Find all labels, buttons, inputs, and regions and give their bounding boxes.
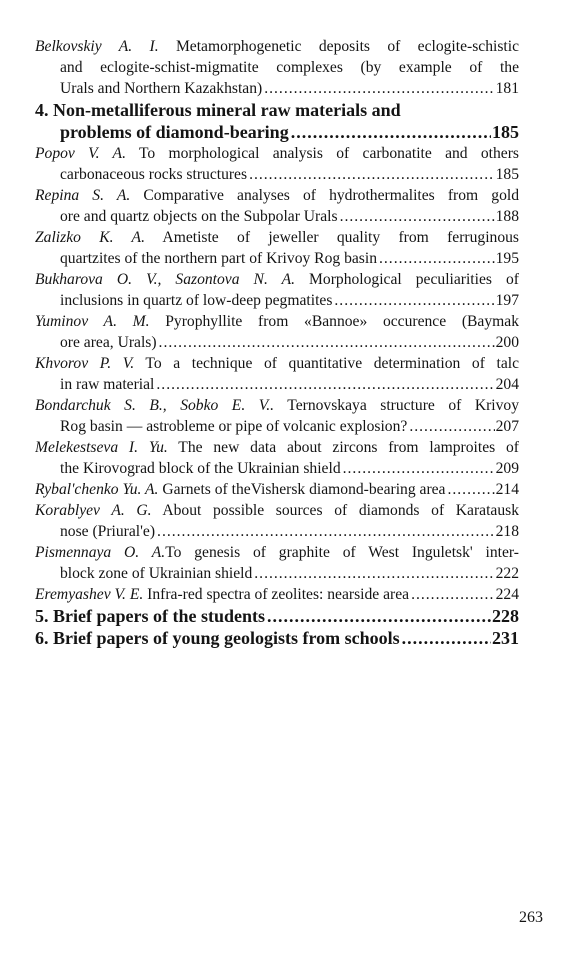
toc-section-heading xyxy=(35,627,519,649)
toc-entry-page: 181 xyxy=(495,80,519,97)
toc-entry-title: To a technique of quantitative determination of talc xyxy=(134,355,519,372)
toc-entry-author: Bukharova O. V., Sazontova N. A. xyxy=(35,271,296,288)
toc-entry-title-end: nose (Priural'e) xyxy=(60,523,156,540)
toc-entry-page: 209 xyxy=(495,460,519,477)
toc-entry-title: Pyrophyllite from «Bannoe» occurence (Baymak xyxy=(149,313,519,330)
toc-entry-last-line xyxy=(35,206,519,227)
toc-entry-title-end: the Kirovograd block of the Ukrainian shield xyxy=(60,460,341,477)
toc-entry-first-line xyxy=(35,500,519,521)
toc-entry xyxy=(35,36,519,99)
toc-entry-title-end: ore and quartz objects on the Subpolar Urals xyxy=(60,208,338,225)
toc-section-title: 4. Non-metalliferous mineral raw materials and xyxy=(35,100,401,120)
toc-entry-title: To genesis of graphite of West Inguletsk' inter- xyxy=(165,544,519,561)
toc-entry xyxy=(35,584,519,605)
toc-entry-title: To morphological analysis of carbonatite and others xyxy=(125,145,519,162)
toc-entry-page: 185 xyxy=(495,166,519,183)
toc-section-page: 228 xyxy=(492,606,519,626)
toc-entry-last-line xyxy=(35,248,519,269)
toc-entry-title-end: in raw material xyxy=(60,376,155,393)
toc-entry xyxy=(35,395,519,437)
toc-entry-page: 207 xyxy=(495,418,519,435)
toc-entry-title-end: Rog basin — astrobleme or pipe of volcanic explosion? xyxy=(60,418,408,435)
toc-entry-first-line xyxy=(35,269,519,290)
toc-entry-author: Bondarchuk S. B., Sobko E. V.. xyxy=(35,397,275,414)
toc-entry xyxy=(35,143,519,185)
page-number: 263 xyxy=(519,909,543,926)
toc-entry-author: Rybal'chenko Yu. A. xyxy=(35,481,159,498)
toc-entry-page: 218 xyxy=(495,523,519,540)
toc-entry-title: Comparative analyses of hydrothermalites from gold xyxy=(130,187,519,204)
toc-leader-dots xyxy=(402,627,491,649)
toc-leader-dots xyxy=(340,206,495,227)
toc-entry-author: Popov V. A. xyxy=(35,145,126,162)
toc-entry-single-line xyxy=(35,479,519,500)
toc-entry-title: Metamorphogenetic deposits of eclogite-schistic xyxy=(158,38,519,55)
toc-entry-page: 204 xyxy=(495,376,519,393)
toc-leader-dots xyxy=(267,605,491,627)
toc-entry xyxy=(35,353,519,395)
toc-leader-dots xyxy=(411,584,495,605)
toc-entry-first-line xyxy=(35,395,519,416)
toc-entry-text xyxy=(35,584,409,605)
toc-section-line xyxy=(35,605,519,627)
toc-section-page: 185 xyxy=(492,122,519,142)
toc-section-title-end: problems of diamond-bearing xyxy=(60,122,289,142)
toc-entry-page: 188 xyxy=(495,208,519,225)
toc-leader-dots xyxy=(156,374,494,395)
toc-entry xyxy=(35,500,519,542)
toc-section-last-line xyxy=(35,121,519,143)
toc-entry-page: 214 xyxy=(495,481,519,498)
toc-entry-page: 222 xyxy=(495,565,519,582)
toc-entry-last-line xyxy=(35,521,519,542)
toc-entry-author: Eremyashev V. E. xyxy=(35,586,144,603)
toc-section-heading xyxy=(35,605,519,627)
toc-leader-dots xyxy=(264,78,494,99)
toc-entry-author: Pismennaya O. A. xyxy=(35,544,166,561)
toc-leader-dots xyxy=(249,164,495,185)
toc-leader-dots xyxy=(447,479,494,500)
toc-entry-single-line xyxy=(35,584,519,605)
toc-entry-text xyxy=(35,479,445,500)
toc-entry-first-line xyxy=(35,185,519,206)
toc-entry-title-end: inclusions in quartz of low-deep pegmatites xyxy=(60,292,333,309)
toc-leader-dots xyxy=(379,248,495,269)
toc-entry-last-line xyxy=(35,332,519,353)
toc-leader-dots xyxy=(159,332,495,353)
toc-entry-author: Yuminov A. M. xyxy=(35,313,150,330)
toc-entry xyxy=(35,437,519,479)
toc-entry-page: 224 xyxy=(495,586,519,603)
toc-entry-title: Morphological peculiarities of xyxy=(295,271,519,288)
toc-leader-dots xyxy=(334,290,494,311)
toc-leader-dots xyxy=(254,563,494,584)
toc-entry-title-end: carbonaceous rocks structures xyxy=(60,166,248,183)
toc-entry-author: Korablyev A. G. xyxy=(35,502,152,519)
toc-leader-dots xyxy=(409,416,494,437)
toc-leader-dots xyxy=(343,458,495,479)
toc-entry-title-end: ore area, Urals) xyxy=(60,334,157,351)
toc-entry xyxy=(35,269,519,311)
toc-entry xyxy=(35,311,519,353)
toc-entry-last-line xyxy=(35,290,519,311)
toc-section-page: 231 xyxy=(492,628,519,648)
toc-entry-title-continuation: and eclogite-schist-migmatite complexes (by example of the xyxy=(60,59,519,76)
toc-entry-title: Ametiste of jeweller quality from ferruginous xyxy=(144,229,519,246)
toc-entry-title-end: Urals and Northern Kazakhstan) xyxy=(60,80,263,97)
toc-entry-first-line xyxy=(35,227,519,248)
toc-entry xyxy=(35,542,519,584)
toc-entry-page: 200 xyxy=(495,334,519,351)
toc-entry-last-line xyxy=(35,164,519,185)
toc-entry-last-line xyxy=(35,416,519,437)
toc-entry-title-end: block zone of Ukrainian shield xyxy=(60,565,253,582)
toc-entry xyxy=(35,479,519,500)
toc-entry-title: Ternovskaya structure of Krivoy xyxy=(274,397,519,414)
toc-entry-last-line xyxy=(35,374,519,395)
toc-entry-author: Melekestseva I. Yu. xyxy=(35,439,168,456)
toc-entry-page: 197 xyxy=(495,292,519,309)
table-of-contents xyxy=(35,36,519,649)
toc-entry-first-line xyxy=(35,36,519,57)
toc-entry-title: Garnets of theVishersk diamond-bearing area xyxy=(158,481,446,498)
toc-entry-first-line xyxy=(35,437,519,458)
toc-section-heading xyxy=(35,99,519,143)
toc-entry-title: About possible sources of diamonds of Karatausk xyxy=(151,502,519,519)
toc-entry xyxy=(35,185,519,227)
toc-entry-first-line xyxy=(35,143,519,164)
toc-entry xyxy=(35,227,519,269)
toc-entry-last-line xyxy=(35,458,519,479)
toc-entry-author: Belkovskiy A. I. xyxy=(35,38,159,55)
toc-section-line xyxy=(35,627,519,649)
toc-entry-author: Repina S. A. xyxy=(35,187,131,204)
toc-entry-first-line xyxy=(35,311,519,332)
toc-leader-dots xyxy=(291,121,491,143)
toc-section-title: 6. Brief papers of young geologists from schools xyxy=(35,628,400,648)
toc-entry-first-line xyxy=(35,353,519,374)
toc-entry-author: Zalizko K. A. xyxy=(35,229,145,246)
toc-entry-page: 195 xyxy=(495,250,519,267)
toc-entry-last-line xyxy=(35,563,519,584)
toc-entry-title: The new data about zircons from lamproites of xyxy=(167,439,519,456)
toc-section-title: 5. Brief papers of the students xyxy=(35,606,265,626)
toc-leader-dots xyxy=(157,521,495,542)
toc-entry-title: Infra-red spectra of zeolites: nearside area xyxy=(143,586,410,603)
toc-entry-first-line xyxy=(35,542,519,563)
toc-entry-title-end: quartzites of the northern part of Krivoy Rog basin xyxy=(60,250,377,267)
toc-entry-author: Khvorov P. V. xyxy=(35,355,135,372)
toc-entry-last-line xyxy=(35,78,519,99)
